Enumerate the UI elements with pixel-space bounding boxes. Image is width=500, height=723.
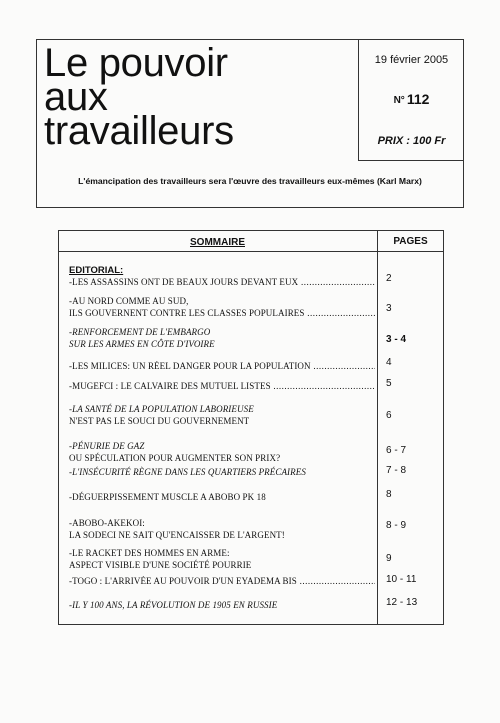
toc-entry-line: -MUGEFCI : LE CALVAIRE DES MUTUEL LISTES ..... <box>69 381 375 393</box>
toc-entry <box>69 467 375 479</box>
toc-entry <box>69 548 375 571</box>
pages-column-divider <box>377 230 378 625</box>
pages-heading: PAGES <box>393 236 428 247</box>
toc-entry-pages: 8 <box>386 489 392 500</box>
toc-entry-pages: 9 <box>386 553 392 564</box>
newspaper-title <box>44 41 234 153</box>
toc-entry-pages: 10 - 11 <box>386 574 417 585</box>
toc-entry-pages: 2 <box>386 273 392 284</box>
issue-info-box <box>358 39 464 161</box>
toc-entry <box>69 277 375 289</box>
toc-entry-line: N'EST PAS LE SOUCI DU GOUVERNEMENT <box>69 415 250 426</box>
toc-entry-line: -AU NORD COMME AU SUD, <box>69 296 189 306</box>
issue-date: 19 février 2005 <box>374 54 449 66</box>
toc-entry-line: -LES ASSASSINS ONT DE BEAUX JOURS DEVANT EUX ..... <box>69 277 375 289</box>
toc-entry <box>69 576 375 588</box>
toc-entry-line: -TOGO : L'ARRIVÉE AU POUVOIR D'UN EYADEMA BIS ..... <box>69 576 375 588</box>
toc-entry <box>69 296 375 319</box>
title-line: travailleurs <box>44 109 234 153</box>
toc-entry-line: LA SODECI NE SAIT QU'ENCAISSER DE L'ARGENT! <box>69 529 285 540</box>
sommaire-heading: SOMMAIRE <box>190 237 245 248</box>
toc-entry-line: -PÉNURIE DE GAZ <box>69 441 145 451</box>
toc-entry-line: -IL Y 100 ANS, LA RÉVOLUTION DE 1905 EN RUSSIE <box>69 600 278 610</box>
toc-entry <box>69 600 375 612</box>
header-divider <box>58 251 444 252</box>
price: PRIX : 100 Fr <box>377 135 446 147</box>
toc-entry <box>69 381 375 393</box>
toc-entry-pages: 4 <box>386 357 392 368</box>
toc-entry-pages: 3 - 4 <box>386 334 407 345</box>
toc-entry-pages: 6 <box>386 410 392 421</box>
toc-entry-line: -L'INSÉCURITÉ RÈGNE DANS LES QUARTIERS PRÉCAIRES <box>69 467 306 477</box>
issue-number-value: 112 <box>406 91 430 107</box>
toc-entry-line: -LA SANTÉ DE LA POPULATION LABORIEUSE <box>69 404 254 414</box>
toc-entry-line: -ABOBO-AKEKOI: <box>69 518 145 528</box>
toc-entry-pages: 5 <box>386 378 392 389</box>
toc-entry-pages: 6 - 7 <box>386 445 407 456</box>
toc-entry-line: -LES MILICES: UN RÉEL DANGER POUR LA POPULATION ..... <box>69 361 375 373</box>
title-line: aux <box>44 75 108 119</box>
toc-entry <box>69 404 375 427</box>
toc-entry-pages: 3 <box>386 303 392 314</box>
editorial-label: EDITORIAL: <box>69 265 124 276</box>
issue-number <box>359 91 464 107</box>
toc-entry-line: -RENFORCEMENT DE L'EMBARGO <box>69 327 211 337</box>
toc-entry-line: SUR LES ARMES EN CÔTE D'IVOIRE <box>69 338 215 349</box>
toc-entry <box>69 441 375 464</box>
toc-entry <box>69 327 375 350</box>
toc-entry <box>69 518 375 541</box>
toc-entry <box>69 361 375 373</box>
toc-entry-line: ILS GOUVERNENT CONTRE LES CLASSES POPULAIRES ..... <box>69 308 375 320</box>
toc-entry-line: ASPECT VISIBLE D'UNE SOCIÉTÉ POURRIE <box>69 559 252 570</box>
toc-entry-line: OU SPÉCULATION POUR AUGMENTER SON PRIX? <box>69 452 281 463</box>
toc-entry-pages: 8 - 9 <box>386 520 407 531</box>
toc-entry-pages: 12 - 13 <box>386 597 418 608</box>
toc-entry-line: -DÉGUERPISSEMENT MUSCLE A ABOBO PK 18 <box>69 492 266 502</box>
tagline: L'émancipation des travailleurs sera l'œuvre des travailleurs eux-mêmes (Karl Marx) <box>78 176 422 186</box>
toc-entry-pages: 7 - 8 <box>386 465 407 476</box>
toc-entry-line: -LE RACKET DES HOMMES EN ARME: <box>69 548 230 558</box>
issue-label: N° <box>393 95 405 106</box>
toc-entry <box>69 492 375 504</box>
title-line: Le pouvoir <box>44 41 228 85</box>
